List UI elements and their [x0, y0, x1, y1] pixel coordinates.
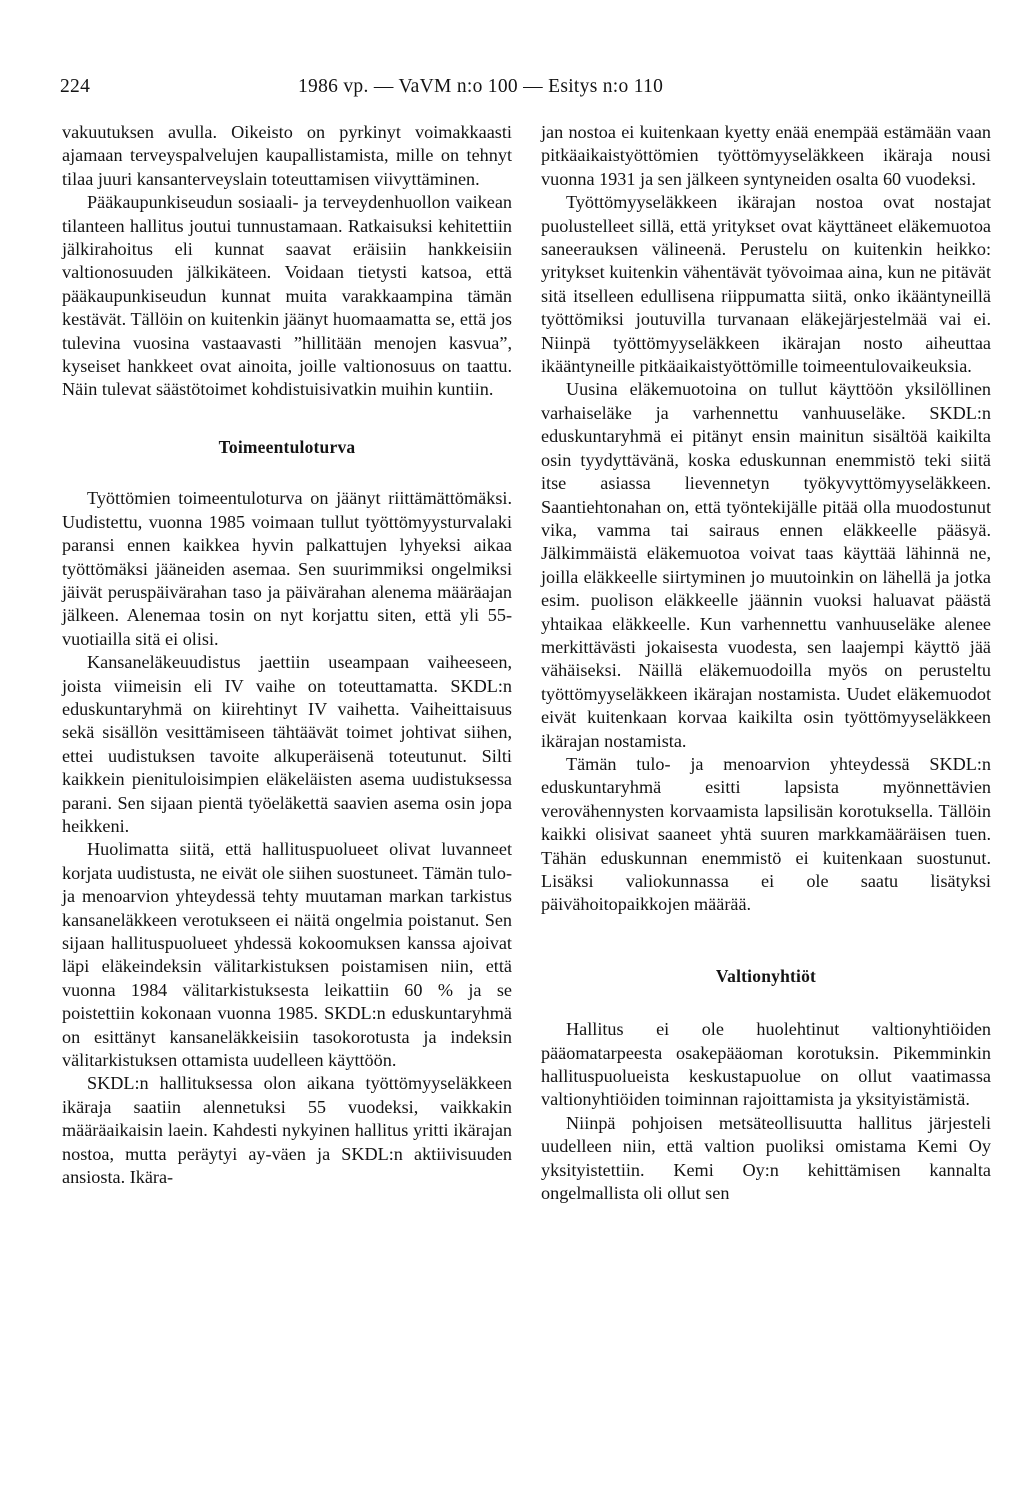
- paragraph: Tämän tulo- ja menoarvion yhteydessä SKDL:n eduskuntaryhmä esitti lapsista myönnettävien verovähennysten korvaamista lapsilisän korotuksella. Tällöin kaikki olisivat saaneet yhtä suuren markkamääräisen tuen. Tähän eduskunnan enemmistö ei kuitenkaan suostunut. Lisäksi valiokunnassa ei ole saatu lisätyksi päivähoitopaikkojen määrää.: [541, 753, 991, 915]
- paragraph: Kansaneläkeuudistus jaettiin useampaan vaiheeseen, joista viimeisin eli IV vaihe on toteuttamatta. SKDL:n eduskuntaryhmä on kiirehtinyt IV vaihetta. Vaiheittaisuus sekä sisällön vesittämiseen tähtäävät toimet johtivat siihen, ettei uudistuksen tavoite alkuperäisenä toteutunut. Silti kaikkein pienituloisimpien eläkeläisten asema uudistuksessa parani. Sen sijaan pientä työeläkettä saavien asema osin jopa heikkeni.: [62, 652, 512, 836]
- left-column: [62, 121, 512, 1189]
- paragraph: vakuutuksen avulla. Oikeisto on pyrkinyt voimakkaasti ajamaan terveyspalvelujen kaupallistamista, mille on tehnyt tilaa juuri kansanterveyslain toteuttamisen viivyttäminen.: [62, 122, 512, 189]
- paragraph: Huolimatta siitä, että hallituspuolueet olivat luvanneet korjata uudistusta, ne eivät ole siihen suostuneet. Tämän tulo- ja menoarvion yhteydessä tehty muutaman markan tarkistus kansaneläkkeen verotukseen ei näitä ongelmia poistanut. Sen sijaan hallituspuolueet yhdessä kokoomuksen kanssa ajoivat läpi eläkeindeksin välitarkistuksen poistamisen niin, että vuonna 1984 välitarkistuksesta leikattiin 60 % ja se poistettiin kokonaan vuonna 1985. SKDL:n eduskuntaryhmä on esittänyt kansaneläkkeisiin tasokorotusta ja indeksin välitarkistuksen ottamista uudelleen käyttöön.: [62, 839, 512, 1071]
- page-number: 224: [60, 76, 91, 97]
- paragraph: jan nostoa ei kuitenkaan kyetty enää enempää estämään vaan pitkäaikaistyöttömien työttömyyseläkkeen ikäraja nousi vuonna 1931 ja sen jälkeen syntyneiden osalta 60 vuodeksi.: [541, 122, 991, 189]
- paragraph: Hallitus ei ole huolehtinut valtionyhtiöiden pääomatarpeesta osakepääoman korotuksin. Pikemminkin hallituspuolueista keskustapuolue on ollut vaatimassa valtionyhtiöiden toiminnan rajoittamista ja yksityistämistä.: [541, 1019, 991, 1110]
- section-heading: Valtionyhtiöt: [715, 965, 817, 986]
- paragraph: SKDL:n hallituksessa olon aikana työttömyyseläkkeen ikäraja saatiin alennetuksi 55 vuodeksi, vaikkakin määräaikaisin laein. Kahdesti nykyinen hallitus yritti ikärajan nostoa, mutta peräytyi ay-väen ja SKDL:n aktiivisuuden ansiosta. Ikära-: [62, 1073, 512, 1188]
- paragraph: Niinpä pohjoisen metsäteollisuutta hallitus järjesteli uudelleen niin, että valtion puoliksi omistama Kemi Oy yksityistettiin. Kemi Oy:n kehittämisen kannalta ongelmallista oli ollut sen: [541, 1112, 991, 1204]
- running-header: [60, 76, 990, 102]
- header-title: 1986 vp. — VaVM n:o 100 — Esitys n:o 110: [298, 76, 664, 97]
- right-column: [541, 121, 991, 1205]
- paragraph: Uusina eläkemuotoina on tullut käyttöön yksilöllinen varhaiseläke ja varhennettu vanhuuseläke. SKDL:n eduskuntaryhmä ei pitänyt ensin mainitun sisältöä kaikilta osin tyydyttävänä, koska eduskunnan enemmistö teki siitä itse asiassa lievennetyn työkyvyttömyyseläkkeen. Saantiehtonahan on, että työntekijälle pitää olla muodostunut vika, vamma tai sairaus ennen eläkkeelle pääsyä. Jälkimmäistä eläkemuotoa voivat taas käyttää lähinnä ne, joilla eläkkeelle siirtyminen jo muutoinkin on lähellä ja jotka esim. puolison eläkkeelle jäännin vuoksi haluavat päästä yhtaikaa eläkkeelle. Kun varhennettu vanhuuseläke alenee merkittävästi jokaisesta vuodesta, sen laajempi käyttö jää vähäiseksi. Näillä eläkemuodoilla myös on perusteltu työttömyyseläkkeen ikärajan nostamista. Uudet eläkemuodot eivät kuitenkaan korvaa kaikilta osin työttömyyseläkkeen ikärajan nostamista.: [541, 379, 991, 751]
- section-heading: Toimeentuloturva: [218, 436, 356, 457]
- paragraph: Pääkaupunkiseudun sosiaali- ja terveydenhuollon vaikean tilanteen hallitus joutui tunnustamaan. Ratkaisuksi kehitettiin jälkirahoitus eli kunnat saavat eräisiin hankkeisiin valtionosuuden jälkikäteen. Voidaan tietysti katsoa, että pääkaupunkiseudun kunnat muita varakkaampina tämän kestävät. Tällöin on kuitenkin jäänyt huomaamatta se, että jos tulevina vuosina vastaavasti ”hillitään menojen kasvua”, kyseiset hankkeet ovat ainoita, joille valtionosuus on taattu. Näin tulevat säästötoimet kohdistuisivatkin muihin kuntiin.: [62, 192, 512, 400]
- paragraph: Työttömyyseläkkeen ikärajan nostoa ovat nostajat puolustelleet sillä, että yritykset ovat käyttäneet eläkemuotoa saneerauksen välineenä. Perustelu on kuitenkin heikko: yritykset kuitenkin vähentävät työvoimaa aina, kun ne pitävät sitä itselleen edullisena riippumatta siitä, onko ikääntyneillä työttömiksi joutuvilla turvanaan eläkejärjestelmää vai ei. Niinpä työttömyyseläkkeen ikärajan nosto aiheuttaa ikääntyneille pitkäaikaistyöttömille toimeentulovaikeuksia.: [541, 192, 991, 377]
- paragraph: Työttömien toimeentuloturva on jäänyt riittämättömäksi. Uudistettu, vuonna 1985 voimaan tullut työttömyysturvalaki paransi ennen kaikkea hyvin palkattujen lyhyeksi aikaa työttömäksi jääneiden asemaa. Sen suurimmiksi ongelmiksi jäivät peruspäivärahan taso ja päivärahan alenema määräajan jälkeen. Alenemaa tosin on nyt korjattu siten, että yli 55-vuotiailla sitä ei olisi.: [62, 488, 512, 649]
